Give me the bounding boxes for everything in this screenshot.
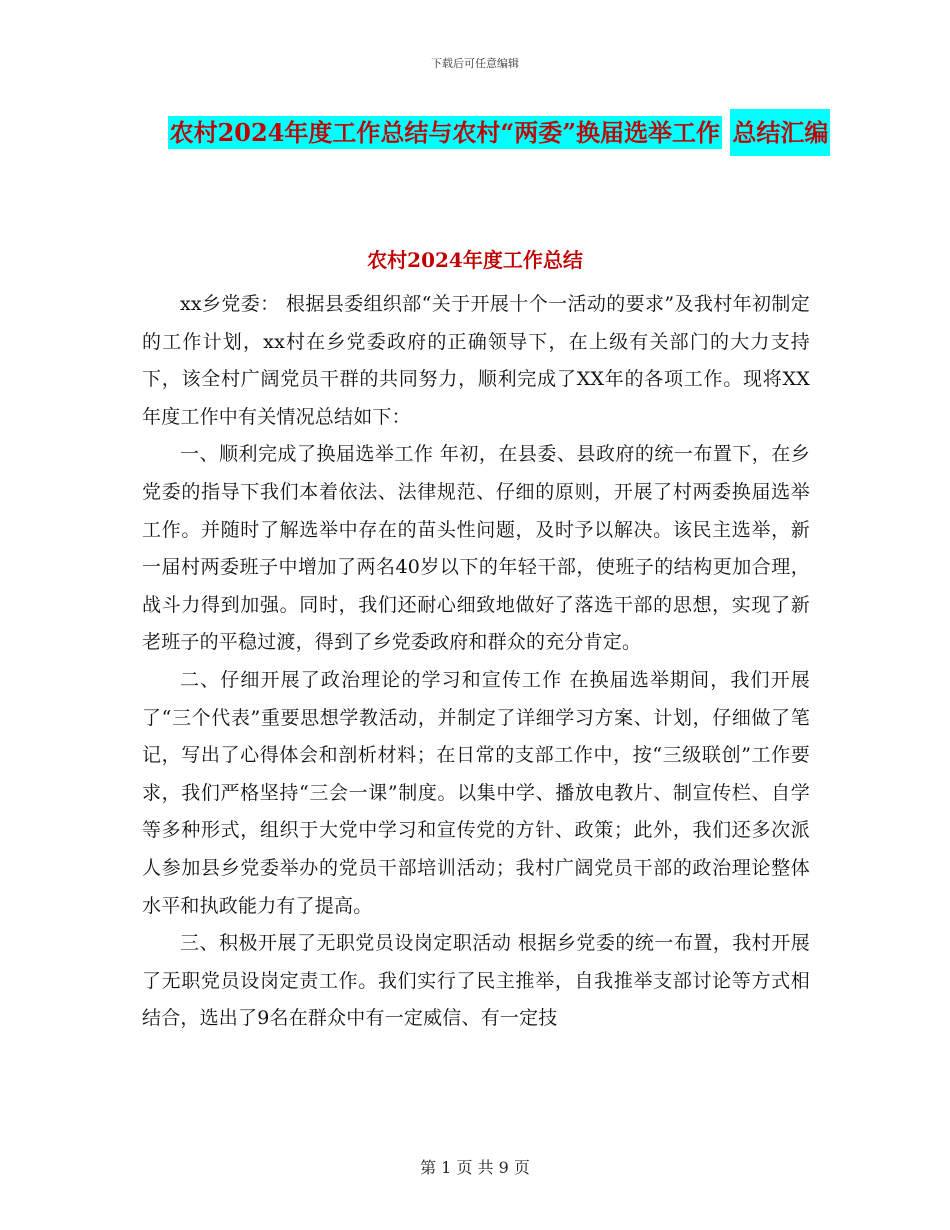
document-title bbox=[0, 108, 950, 156]
paragraph-1: xx乡党委： 根据县委组织部“关于开展十个一活动的要求”及我村年初制定的工作计划，xx村在乡党委政府的正确领导下，在上级有关部门的大力支持下，该全村广阔党员干群的共同努力，顺利完成了XX年的各项工作。现将XX年度工作中有关情况总结如下： bbox=[142, 293, 810, 428]
document-body bbox=[142, 286, 810, 1038]
document-title-line1: 农村2024年度工作总结与农村“两委”换届选举工作 bbox=[169, 118, 721, 147]
section-title: 农村2024年度工作总结 bbox=[367, 248, 583, 272]
page-number-footer: 第 1 页 共 9 页 bbox=[420, 1158, 530, 1177]
paragraph-4: 三、积极开展了无职党员设岗定职活动 根据乡党委的统一布置，我村开展了无职党员设岗定责工作。我们实行了民主推举，自我推举支部讨论等方式相结合，选出了9名在群众中有一定威信、有一定技 bbox=[142, 932, 810, 1030]
document-title-line2: 总结汇编 bbox=[730, 109, 830, 156]
page-header-note: 下载后可任意编辑 bbox=[431, 57, 519, 70]
paragraph-2: 一、顺利完成了换届选举工作 年初，在县委、县政府的统一布置下，在乡党委的指导下我们本着依法、法律规范、仔细的原则，开展了村两委换届选举工作。并随时了解选举中存在的苗头性问题，及时予以解决。该民主选举，新一届村两委班子中增加了两名40岁以下的年轻干部，使班子的结构更加合理，战斗力得到加强。同时，我们还耐心细致地做好了落选干部的思想，实现了新老班子的平稳过渡，得到了乡党委政府和群众的充分肯定。 bbox=[142, 443, 810, 654]
paragraph-3: 二、仔细开展了政治理论的学习和宣传工作 在换届选举期间，我们开展了“三个代表”重要思想学教活动，并制定了详细学习方案、计划，仔细做了笔记，写出了心得体会和剖析材料；在日常的支部工作中，按“三级联创”工作要求，我们严格坚持“三会一课”制度。以集中学、播放电教片、制宣传栏、自学等多种形式，组织于大党中学习和宣传党的方针、政策；此外，我们还多次派人参加县乡党委举办的党员干部培训活动；我村广阔党员干部的政治理论整体水平和执政能力有了提高。 bbox=[142, 668, 810, 917]
